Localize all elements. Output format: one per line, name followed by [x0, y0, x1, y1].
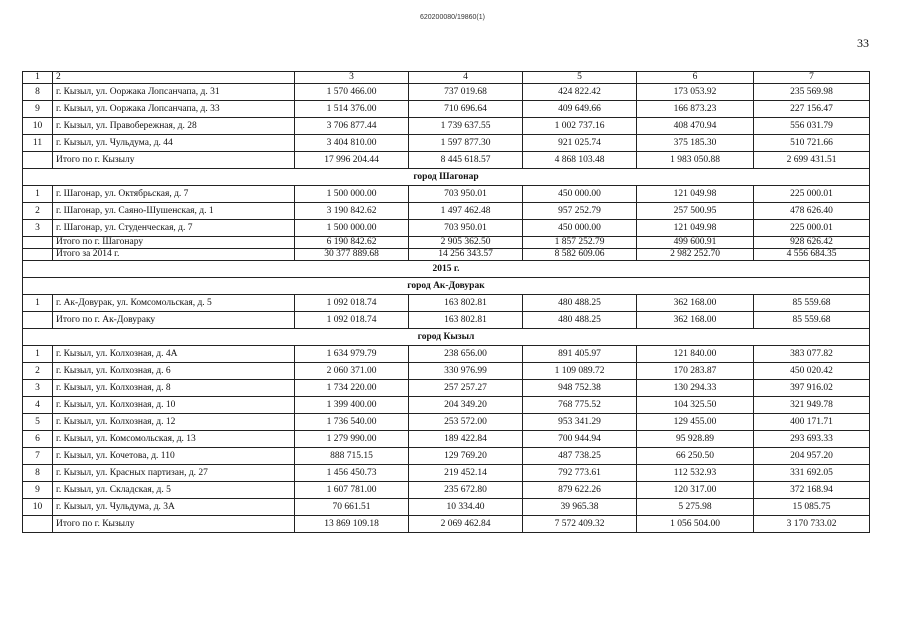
cell-col3: 3 706 877.44 [295, 118, 409, 135]
cell-col6: 95 928.89 [637, 431, 754, 448]
cell-col5: 480 488.25 [523, 295, 637, 312]
cell-address: г. Кызыл, ул. Чульдума, д. 3А [53, 499, 295, 516]
cell-col3: 1 514 376.00 [295, 101, 409, 118]
section-title: 2015 г. [23, 261, 870, 278]
cell-num: 10 [23, 118, 53, 135]
cell-num: 1 [23, 186, 53, 203]
cell-address: Итого по г. Шагонару [53, 237, 295, 249]
cell-col7: 450 020.42 [754, 363, 870, 380]
cell-col4: 737 019.68 [409, 84, 523, 101]
cell-num: 10 [23, 499, 53, 516]
cell-col3: 3 [295, 72, 409, 84]
cell-col3: 888 715.15 [295, 448, 409, 465]
cell-col3: 1 634 979.79 [295, 346, 409, 363]
cell-col6: 499 600.91 [637, 237, 754, 249]
cell-col7: 3 170 733.02 [754, 516, 870, 533]
cell-col6: 1 056 504.00 [637, 516, 754, 533]
cell-num: 1 [23, 72, 53, 84]
cell-address: Итого по г. Ак-Довураку [53, 312, 295, 329]
cell-col7: 225 000.01 [754, 220, 870, 237]
cell-address: г. Шагонар, ул. Саяно-Шушенская, д. 1 [53, 203, 295, 220]
table-row [23, 84, 870, 101]
table-row [23, 118, 870, 135]
cell-col3: 1 399 400.00 [295, 397, 409, 414]
cell-col4: 4 [409, 72, 523, 84]
table-row [23, 186, 870, 203]
cell-address: г. Кызыл, ул. Колхозная, д. 4А [53, 346, 295, 363]
table-row [23, 397, 870, 414]
cell-num: 1 [23, 346, 53, 363]
cell-col6: 121 840.00 [637, 346, 754, 363]
cell-col5: 792 773.61 [523, 465, 637, 482]
cell-col3: 70 661.51 [295, 499, 409, 516]
cell-col4: 710 696.64 [409, 101, 523, 118]
total-row [23, 152, 870, 169]
section-row-shagonar [23, 169, 870, 186]
document-id: 620200080/19860(1) [419, 14, 485, 21]
section-title: город Кызыл [23, 329, 870, 346]
cell-col6: 362 168.00 [637, 312, 754, 329]
cell-col3: 1 092 018.74 [295, 312, 409, 329]
cell-address: г. Кызыл, ул. Ооржака Лопсанчапа, д. 31 [53, 84, 295, 101]
cell-col5: 487 738.25 [523, 448, 637, 465]
cell-col4: 238 656.00 [409, 346, 523, 363]
cell-col4: 14 256 343.57 [409, 249, 523, 261]
cell-col6: 375 185.30 [637, 135, 754, 152]
cell-col4: 8 445 618.57 [409, 152, 523, 169]
cell-col5: 424 822.42 [523, 84, 637, 101]
cell-col7: 85 559.68 [754, 295, 870, 312]
cell-col5: 1 109 089.72 [523, 363, 637, 380]
cell-address: г. Кызыл, ул. Колхозная, д. 6 [53, 363, 295, 380]
cell-address: г. Ак-Довурак, ул. Комсомольская, д. 5 [53, 295, 295, 312]
cell-address: г. Кызыл, ул. Колхозная, д. 10 [53, 397, 295, 414]
cell-col3: 3 404 810.00 [295, 135, 409, 152]
cell-col7: 293 693.33 [754, 431, 870, 448]
cell-col4: 163 802.81 [409, 295, 523, 312]
cell-col4: 2 905 362.50 [409, 237, 523, 249]
table-row [23, 363, 870, 380]
total-row [23, 249, 870, 261]
cell-col5: 768 775.52 [523, 397, 637, 414]
cell-col3: 1 500 000.00 [295, 186, 409, 203]
cell-num: 8 [23, 465, 53, 482]
cell-col6: 66 250.50 [637, 448, 754, 465]
cell-num: 5 [23, 414, 53, 431]
cell-col4: 189 422.84 [409, 431, 523, 448]
cell-num: 2 [23, 363, 53, 380]
cell-col6: 6 [637, 72, 754, 84]
cell-col6: 170 283.87 [637, 363, 754, 380]
cell-num [23, 249, 53, 261]
cell-col7: 397 916.02 [754, 380, 870, 397]
table-row [23, 203, 870, 220]
cell-num: 2 [23, 203, 53, 220]
cell-col3: 1 736 540.00 [295, 414, 409, 431]
cell-col5: 409 649.66 [523, 101, 637, 118]
cell-col7: 331 692.05 [754, 465, 870, 482]
cell-col5: 8 582 609.06 [523, 249, 637, 261]
cell-num: 8 [23, 84, 53, 101]
data-table [22, 71, 870, 533]
cell-col6: 166 873.23 [637, 101, 754, 118]
cell-col5: 7 572 409.32 [523, 516, 637, 533]
cell-address: г. Шагонар, ул. Студенческая, д. 7 [53, 220, 295, 237]
cell-col4: 10 334.40 [409, 499, 523, 516]
table-row [23, 414, 870, 431]
table-row [23, 465, 870, 482]
total-row [23, 237, 870, 249]
table-row [23, 499, 870, 516]
table-row [23, 431, 870, 448]
cell-address: г. Кызыл, ул. Правобережная, д. 28 [53, 118, 295, 135]
cell-col4: 2 069 462.84 [409, 516, 523, 533]
cell-address: Итого по г. Кызылу [53, 152, 295, 169]
cell-col6: 130 294.33 [637, 380, 754, 397]
cell-col7: 478 626.40 [754, 203, 870, 220]
cell-col5: 921 025.74 [523, 135, 637, 152]
cell-col5: 1 002 737.16 [523, 118, 637, 135]
cell-col6: 104 325.50 [637, 397, 754, 414]
table-row [23, 346, 870, 363]
cell-address: г. Шагонар, ул. Октябрьская, д. 7 [53, 186, 295, 203]
cell-col5: 879 622.26 [523, 482, 637, 499]
cell-col7: 510 721.66 [754, 135, 870, 152]
cell-col7: 372 168.94 [754, 482, 870, 499]
header-row [23, 72, 870, 84]
cell-col5: 5 [523, 72, 637, 84]
cell-col4: 703 950.01 [409, 186, 523, 203]
cell-col4: 1 739 637.55 [409, 118, 523, 135]
cell-col5: 480 488.25 [523, 312, 637, 329]
cell-address: г. Кызыл, ул. Ооржака Лопсанчапа, д. 33 [53, 101, 295, 118]
cell-col6: 129 455.00 [637, 414, 754, 431]
cell-col3: 1 607 781.00 [295, 482, 409, 499]
cell-col7: 7 [754, 72, 870, 84]
cell-col3: 13 869 109.18 [295, 516, 409, 533]
cell-col7: 2 699 431.51 [754, 152, 870, 169]
section-title: город Ак-Довурак [23, 278, 870, 295]
cell-col7: 85 559.68 [754, 312, 870, 329]
cell-col5: 953 341.29 [523, 414, 637, 431]
cell-col3: 1 734 220.00 [295, 380, 409, 397]
cell-num: 9 [23, 101, 53, 118]
cell-col6: 362 168.00 [637, 295, 754, 312]
cell-col5: 700 944.94 [523, 431, 637, 448]
table-row [23, 448, 870, 465]
cell-address: 2 [53, 72, 295, 84]
cell-col7: 15 085.75 [754, 499, 870, 516]
cell-col4: 129 769.20 [409, 448, 523, 465]
cell-col6: 112 532.93 [637, 465, 754, 482]
cell-col3: 1 500 000.00 [295, 220, 409, 237]
cell-col5: 450 000.00 [523, 186, 637, 203]
cell-col4: 1 497 462.48 [409, 203, 523, 220]
cell-col6: 408 470.94 [637, 118, 754, 135]
cell-col3: 30 377 889.68 [295, 249, 409, 261]
table-row [23, 380, 870, 397]
cell-col7: 321 949.78 [754, 397, 870, 414]
cell-col3: 1 456 450.73 [295, 465, 409, 482]
cell-col4: 204 349.20 [409, 397, 523, 414]
cell-col5: 450 000.00 [523, 220, 637, 237]
cell-col7: 556 031.79 [754, 118, 870, 135]
cell-address: г. Кызыл, ул. Кочетова, д. 110 [53, 448, 295, 465]
table-row [23, 295, 870, 312]
cell-col4: 330 976.99 [409, 363, 523, 380]
table-row [23, 135, 870, 152]
cell-address: г. Кызыл, ул. Колхозная, д. 8 [53, 380, 295, 397]
cell-num: 9 [23, 482, 53, 499]
cell-col6: 1 983 050.88 [637, 152, 754, 169]
cell-num [23, 237, 53, 249]
cell-col3: 1 279 990.00 [295, 431, 409, 448]
cell-address: г. Кызыл, ул. Чульдума, д. 44 [53, 135, 295, 152]
cell-num [23, 516, 53, 533]
cell-col7: 235 569.98 [754, 84, 870, 101]
cell-address: Итого по г. Кызылу [53, 516, 295, 533]
cell-num: 4 [23, 397, 53, 414]
cell-col4: 703 950.01 [409, 220, 523, 237]
cell-col7: 204 957.20 [754, 448, 870, 465]
cell-col4: 235 672.80 [409, 482, 523, 499]
section-row-kyzyl [23, 329, 870, 346]
cell-address: г. Кызыл, ул. Складская, д. 5 [53, 482, 295, 499]
cell-col4: 219 452.14 [409, 465, 523, 482]
cell-col5: 957 252.79 [523, 203, 637, 220]
cell-col6: 121 049.98 [637, 220, 754, 237]
cell-col4: 253 572.00 [409, 414, 523, 431]
cell-address: г. Кызыл, ул. Колхозная, д. 12 [53, 414, 295, 431]
cell-col7: 227 156.47 [754, 101, 870, 118]
cell-num: 6 [23, 431, 53, 448]
section-row-akdovurak [23, 278, 870, 295]
cell-num [23, 312, 53, 329]
cell-num: 3 [23, 380, 53, 397]
cell-col3: 6 190 842.62 [295, 237, 409, 249]
cell-num: 3 [23, 220, 53, 237]
table-row [23, 101, 870, 118]
cell-col6: 257 500.95 [637, 203, 754, 220]
cell-col6: 173 053.92 [637, 84, 754, 101]
table-row [23, 482, 870, 499]
cell-col3: 2 060 371.00 [295, 363, 409, 380]
cell-col3: 17 996 204.44 [295, 152, 409, 169]
cell-col4: 257 257.27 [409, 380, 523, 397]
cell-num: 11 [23, 135, 53, 152]
cell-address: Итого за 2014 г. [53, 249, 295, 261]
cell-col5: 948 752.38 [523, 380, 637, 397]
cell-num: 1 [23, 295, 53, 312]
cell-col6: 121 049.98 [637, 186, 754, 203]
cell-num [23, 152, 53, 169]
cell-num: 7 [23, 448, 53, 465]
cell-address: г. Кызыл, ул. Комсомольская, д. 13 [53, 431, 295, 448]
cell-col5: 4 868 103.48 [523, 152, 637, 169]
cell-col4: 163 802.81 [409, 312, 523, 329]
cell-col4: 1 597 877.30 [409, 135, 523, 152]
cell-col3: 1 570 466.00 [295, 84, 409, 101]
cell-col3: 1 092 018.74 [295, 295, 409, 312]
cell-col7: 928 626.42 [754, 237, 870, 249]
cell-col7: 225 000.01 [754, 186, 870, 203]
cell-col3: 3 190 842.62 [295, 203, 409, 220]
cell-col6: 120 317.00 [637, 482, 754, 499]
total-row [23, 516, 870, 533]
cell-col5: 1 857 252.79 [523, 237, 637, 249]
total-row [23, 312, 870, 329]
cell-col6: 5 275.98 [637, 499, 754, 516]
cell-col7: 383 077.82 [754, 346, 870, 363]
table-row [23, 220, 870, 237]
section-title: город Шагонар [23, 169, 870, 186]
page-number: 33 [857, 36, 869, 50]
cell-col5: 39 965.38 [523, 499, 637, 516]
cell-col7: 400 171.71 [754, 414, 870, 431]
section-row-year [23, 261, 870, 278]
cell-col5: 891 405.97 [523, 346, 637, 363]
cell-address: г. Кызыл, ул. Красных партизан, д. 27 [53, 465, 295, 482]
cell-col6: 2 982 252.70 [637, 249, 754, 261]
cell-col7: 4 556 684.35 [754, 249, 870, 261]
